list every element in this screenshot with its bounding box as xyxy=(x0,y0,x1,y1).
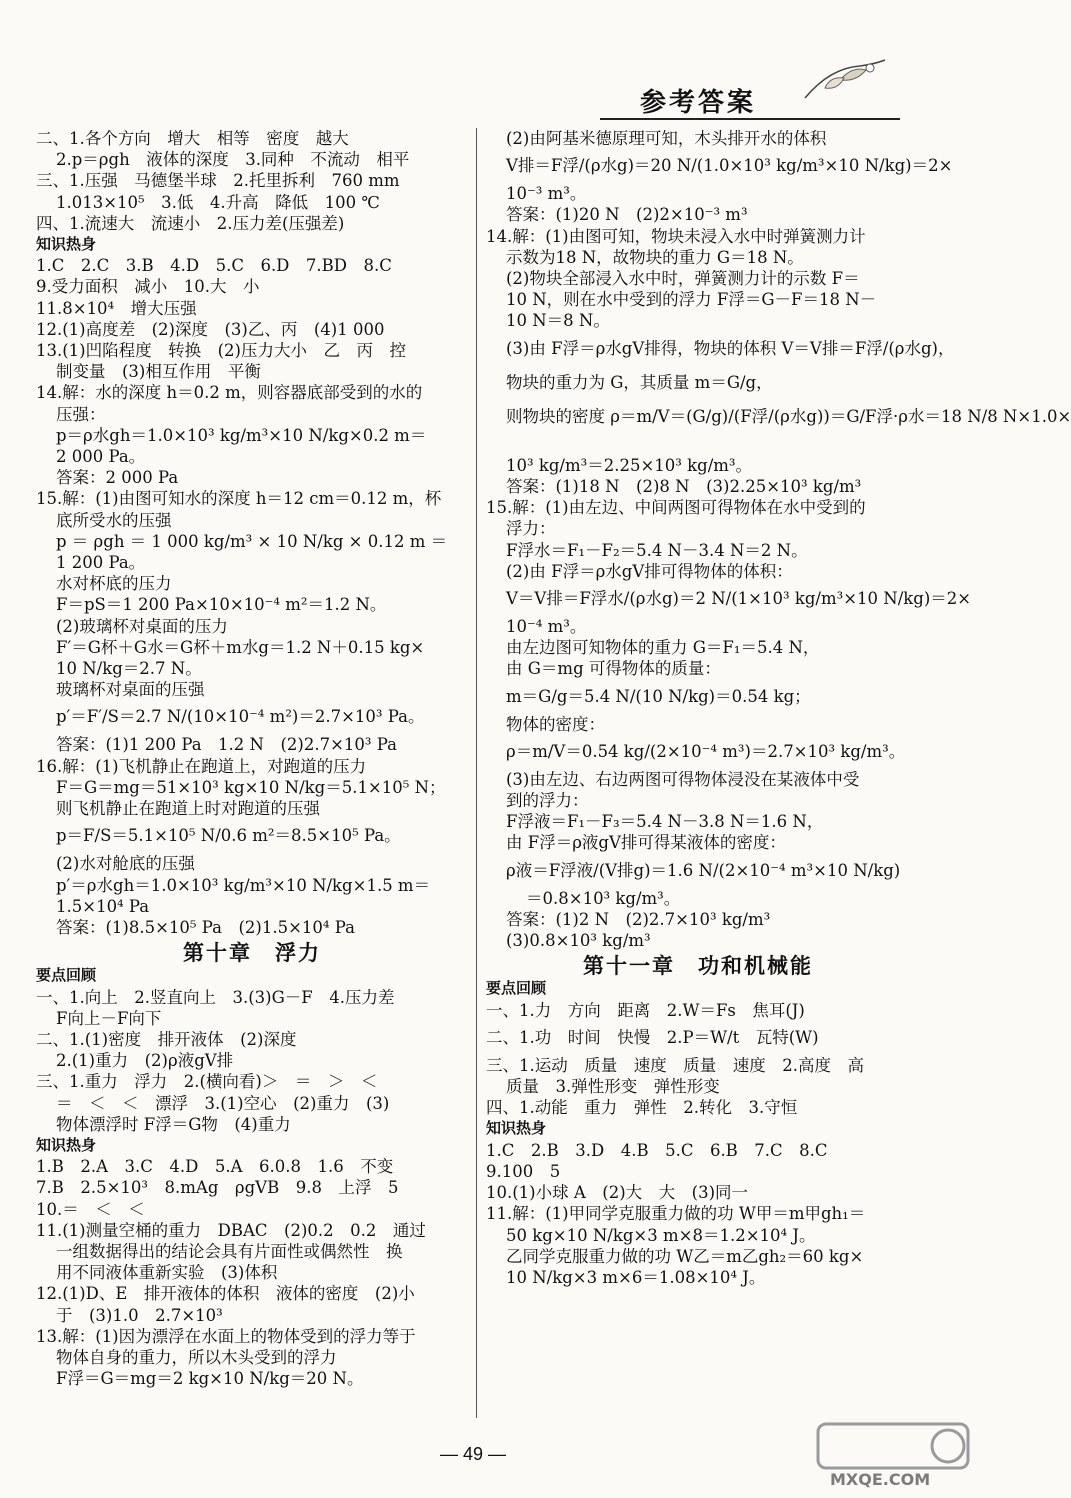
right-column-line: 由左边图可知物体的重力 G＝F₁＝5.4 N， xyxy=(506,638,820,658)
right-column-line: 质量 3.弹性形变 弹性形变 xyxy=(506,1077,720,1097)
left-column-line: p′＝F′/S＝2.7 N/(10×10⁻⁴ m²)＝2.7×10³ Pa。 xyxy=(56,707,425,727)
right-column-line: 到的浮力： xyxy=(506,791,589,811)
left-column-line: (2)玻璃杯对桌面的压力 xyxy=(56,616,228,636)
left-column-line: F＝pS＝1 200 Pa×10×10⁻⁴ m²＝1.2 N。 xyxy=(56,595,387,615)
left-column-line: F′＝G杯＋G水＝G杯＋m水g＝1.2 N＋0.15 kg× xyxy=(56,637,425,657)
left-column-line: F向上－F向下 xyxy=(56,1008,162,1028)
left-column-line: 一、1.向上 2.竖直向上 3.(3)G－F 4.压力差 xyxy=(36,987,395,1007)
left-column-line: 底所受水的压强 xyxy=(56,510,172,530)
right-column-line: 10³ kg/m³＝2.25×10³ kg/m³。 xyxy=(506,455,753,475)
left-column-line: 则飞机静止在跑道上时对跑道的压强 xyxy=(56,799,320,819)
right-column-line: 50 kg×10 N/kg×3 m×8＝1.2×10⁴ J。 xyxy=(506,1225,816,1245)
left-column-line: 知识热身 xyxy=(36,235,97,254)
right-column-line: (2)物块全部浸入水中时，弹簧测力计的示数 F＝ xyxy=(506,269,860,289)
right-column-line: 知识热身 xyxy=(486,1119,547,1138)
left-column-line: 1.B 2.A 3.C 4.D 5.A 6.0.8 1.6 不变 xyxy=(36,1157,394,1177)
left-column-line: F浮＝G＝mg＝2 kg×10 N/kg＝20 N。 xyxy=(56,1369,364,1389)
left-column-line: 于 (3)1.0 2.7×10³ xyxy=(56,1305,223,1325)
right-column-line xyxy=(486,434,910,455)
left-column-line: (2)水对舱底的压强 xyxy=(56,854,195,874)
left-column-line: 2.(1)重力 (2)ρ液gV排 xyxy=(56,1051,234,1071)
leaf-decoration-icon xyxy=(800,58,890,103)
right-column-line: 浮力： xyxy=(506,519,556,539)
right-column-line: 10.(1)小球 A (2)大 大 (3)同一 xyxy=(486,1183,749,1203)
left-column-line: 13.解：(1)因为漂浮在水面上的物体受到的浮力等于 xyxy=(36,1326,416,1346)
left-column-line: 16.解：(1)飞机静止在跑道上，对跑道的压力 xyxy=(36,756,367,776)
right-column-line: 10 N，则在水中受到的浮力 F浮＝G－F＝18 N－ xyxy=(506,290,877,310)
left-column-line: 11.8×10⁴ 增大压强 xyxy=(36,298,197,318)
left-column-line: 1.5×10⁴ Pa xyxy=(56,896,150,916)
left-column-line: 用不同液体重新实验 (3)体积 xyxy=(56,1263,278,1283)
right-column-line: ρ液＝F浮液/(V排g)＝1.6 N/(2×10⁻⁴ m³×10 N/kg) xyxy=(506,860,901,880)
right-column-line: (3)由左边、右边两图可得物体浸没在某液体中受 xyxy=(506,769,860,789)
right-column-line: m＝G/g＝5.4 N/(10 N/kg)＝0.54 kg； xyxy=(506,686,811,706)
right-column-line: 一、1.力 方向 距离 2.W＝Fs 焦耳(J) xyxy=(486,1000,805,1020)
left-column-line: 四、1.流速大 流速小 2.压力差(压强差) xyxy=(36,213,345,233)
left-column-line: 10 N/kg＝2.7 N。 xyxy=(56,659,202,679)
right-column-line: 四、1.动能 重力 弹性 2.转化 3.守恒 xyxy=(486,1098,798,1118)
left-column-line: 三、1.重力 浮力 2.(横向看)＞ ＝ ＞ ＜ xyxy=(36,1072,378,1092)
left-column-line: 2 000 Pa。 xyxy=(56,447,146,467)
right-column-line: 1.C 2.B 3.D 4.B 5.C 6.B 7.C 8.C xyxy=(486,1140,828,1160)
left-column-line: 水对杯底的压力 xyxy=(56,574,172,594)
watermark-text: MXQE.COM xyxy=(830,1470,931,1489)
left-column-line: 一组数据得出的结论会具有片面性或偶然性 换 xyxy=(56,1241,403,1261)
right-column-line: 要点回顾 xyxy=(486,979,547,998)
left-column-line: 1.C 2.C 3.B 4.D 5.C 6.D 7.BD 8.C xyxy=(36,256,392,276)
right-column-line: (2)由阿基米德原理可知，木头排开水的体积 xyxy=(506,129,827,148)
left-column xyxy=(36,128,468,1389)
left-column-line: 10.＝ ＜ ＜ xyxy=(36,1199,145,1219)
left-column-line: ＝ ＜ ＜ 漂浮 3.(1)空心 (2)重力 (3) xyxy=(56,1093,390,1113)
left-column-line: 要点回顾 xyxy=(36,966,97,985)
right-column-line: 11.解：(1)甲同学克服重力做的功 W甲＝m甲gh₁＝ xyxy=(486,1204,866,1224)
page-number: — 49 — xyxy=(440,1444,507,1464)
right-column-line: 10⁻³ m³。 xyxy=(506,184,587,204)
right-column-line: 物块的重力为 G，其质量 m＝G/g， xyxy=(506,372,773,392)
right-column-line: 答案：(1)18 N (2)8 N (3)2.25×10³ kg/m³ xyxy=(506,477,862,497)
right-column-line: 则物块的密度 ρ＝m/V＝(G/g)/(F浮/(ρ水g))＝G/F浮·ρ水＝18 N/8 N×1.0× xyxy=(506,406,1071,426)
left-column-line: 知识热身 xyxy=(36,1135,97,1154)
right-column-line: 答案：(1)2 N (2)2.7×10³ kg/m³ xyxy=(506,909,771,929)
left-column-line: 12.(1)高度差 (2)深度 (3)乙、丙 (4)1 000 xyxy=(36,319,385,339)
section-title: 参考答案 xyxy=(640,88,757,118)
left-column-line: 制变量 (3)相互作用 平衡 xyxy=(56,362,261,382)
left-column-line: 二、1.各个方向 增大 相等 密度 越大 xyxy=(36,129,349,148)
right-column-line: 答案：(1)20 N (2)2×10⁻³ m³ xyxy=(506,205,748,225)
right-column-line: 乙同学克服重力做的功 W乙＝m乙gh₂＝60 kg× xyxy=(506,1246,864,1266)
left-column-line: 第十章 浮力 xyxy=(183,940,321,966)
right-column-line: ＝0.8×10³ kg/m³。 xyxy=(526,888,681,908)
left-column-line: 答案：(1)8.5×10⁵ Pa (2)1.5×10⁴ Pa xyxy=(56,917,355,937)
left-column-line: 1 200 Pa。 xyxy=(56,553,146,573)
left-column-line: 三、1.压强 马德堡半球 2.托里拆利 760 mm xyxy=(36,171,400,191)
left-column-line: p＝ρ水gh＝1.0×10³ kg/m³×10 N/kg×0.2 m＝ xyxy=(56,425,427,445)
left-column-line: 物体自身的重力，所以木头受到的浮力 xyxy=(56,1347,337,1367)
right-column-line: 10 N＝8 N。 xyxy=(506,311,610,331)
left-column-line: 12.(1)D、E 排开液体的体积 液体的密度 (2)小 xyxy=(36,1284,415,1304)
right-column-line: 二、1.功 时间 快慢 2.P＝W/t 瓦特(W) xyxy=(486,1027,819,1047)
left-column-line: 1.013×10⁵ 3.低 4.升高 降低 100 ℃ xyxy=(56,192,380,212)
left-column-line: 15.解：(1)由图可知水的深度 h＝12 cm＝0.12 m，杯 xyxy=(36,489,442,509)
right-column-line: F浮液＝F₁－F₃＝5.4 N－3.8 N＝1.6 N， xyxy=(506,812,824,832)
left-column-line: p ＝ ρgh ＝ 1 000 kg/m³ × 10 N/kg × 0.12 m ＝ xyxy=(56,531,448,551)
right-column-line: 14.解：(1)由图可知，物块未浸入水中时弹簧测力计 xyxy=(486,226,866,246)
right-column-line: 15.解：(1)由左边、中间两图可得物体在水中受到的 xyxy=(486,498,866,518)
left-column-line: 玻璃杯对桌面的压强 xyxy=(56,680,205,700)
right-column-line: 10⁻⁴ m³。 xyxy=(506,617,587,637)
right-column-line: 9.100 5 xyxy=(486,1161,561,1181)
left-column-line: 物体漂浮时 F浮＝G物 (4)重力 xyxy=(56,1114,291,1134)
left-column-line: p＝F/S＝5.1×10⁵ N/0.6 m²＝8.5×10⁵ Pa。 xyxy=(56,826,401,846)
right-column-line: F浮水＝F₁－F₂＝5.4 N－3.4 N＝2 N。 xyxy=(506,540,808,560)
left-column-line: 9.受力面积 减小 10.大 小 xyxy=(36,277,260,297)
right-column-line: 三、1.运动 质量 速度 质量 速度 2.高度 高 xyxy=(486,1055,864,1075)
left-column-line: 2.p＝ρgh 液体的深度 3.同种 不流动 相平 xyxy=(56,150,410,170)
right-column-line: 第十一章 功和机械能 xyxy=(583,953,813,979)
header-rule xyxy=(600,118,900,120)
left-column-line: 14.解：水的深度 h＝0.2 m，则容器底部受到的水的 xyxy=(36,383,423,403)
right-column-line: (3)由 F浮＝ρ水gV排得，物块的体积 V＝V排＝F浮/(ρ水g)， xyxy=(506,338,955,358)
right-column-line: 由 G＝mg 可得物体的质量： xyxy=(506,659,721,679)
left-column-line: p′＝ρ水gh＝1.0×10³ kg/m³×10 N/kg×1.5 m＝ xyxy=(56,875,431,895)
left-column-line: 11.(1)测量空桶的重力 DBAC (2)0.2 0.2 通过 xyxy=(36,1220,426,1240)
right-column-line: 示数为18 N，故物块的重力 G＝18 N。 xyxy=(506,247,804,267)
right-column-line: 物体的密度： xyxy=(506,714,605,734)
left-column-line: 13.(1)凹陷程度 转换 (2)压力大小 乙 丙 控 xyxy=(36,341,406,361)
column-divider xyxy=(476,128,477,1418)
left-column-line: 7.B 2.5×10³ 8.mAg ρgVB 9.8 上浮 5 xyxy=(36,1178,399,1198)
left-column-line: 压强： xyxy=(56,404,106,424)
right-column-line: V＝V排＝F浮水/(ρ水g)＝2 N/(1×10³ kg/m³×10 N/kg)＝2× xyxy=(506,589,972,609)
right-column-line: V排＝F浮/(ρ水g)＝20 N/(1.0×10³ kg/m³×10 N/kg)＝2× xyxy=(506,156,953,176)
left-column-line: 二、1.(1)密度 排开液体 (2)深度 xyxy=(36,1029,297,1049)
right-column xyxy=(486,128,1071,1288)
left-column-line: F＝G＝mg＝51×10³ kg×10 N/kg＝5.1×10⁵ N； xyxy=(56,777,446,797)
left-column-line: 答案：2 000 Pa xyxy=(56,468,179,488)
right-column-line: 10 N/kg×3 m×6＝1.08×10⁴ J。 xyxy=(506,1267,766,1287)
right-column-line: (2)由 F浮＝ρ水gV排可得物体的体积： xyxy=(506,561,793,581)
right-column-line: (3)0.8×10³ kg/m³ xyxy=(506,931,651,951)
left-column-line: 答案：(1)1 200 Pa 1.2 N (2)2.7×10³ Pa xyxy=(56,735,397,755)
right-column-line: ρ＝m/V＝0.54 kg/(2×10⁻⁴ m³)＝2.7×10³ kg/m³。 xyxy=(506,741,906,761)
right-column-line: 由 F浮＝ρ液gV排可得某液体的密度： xyxy=(506,833,786,853)
